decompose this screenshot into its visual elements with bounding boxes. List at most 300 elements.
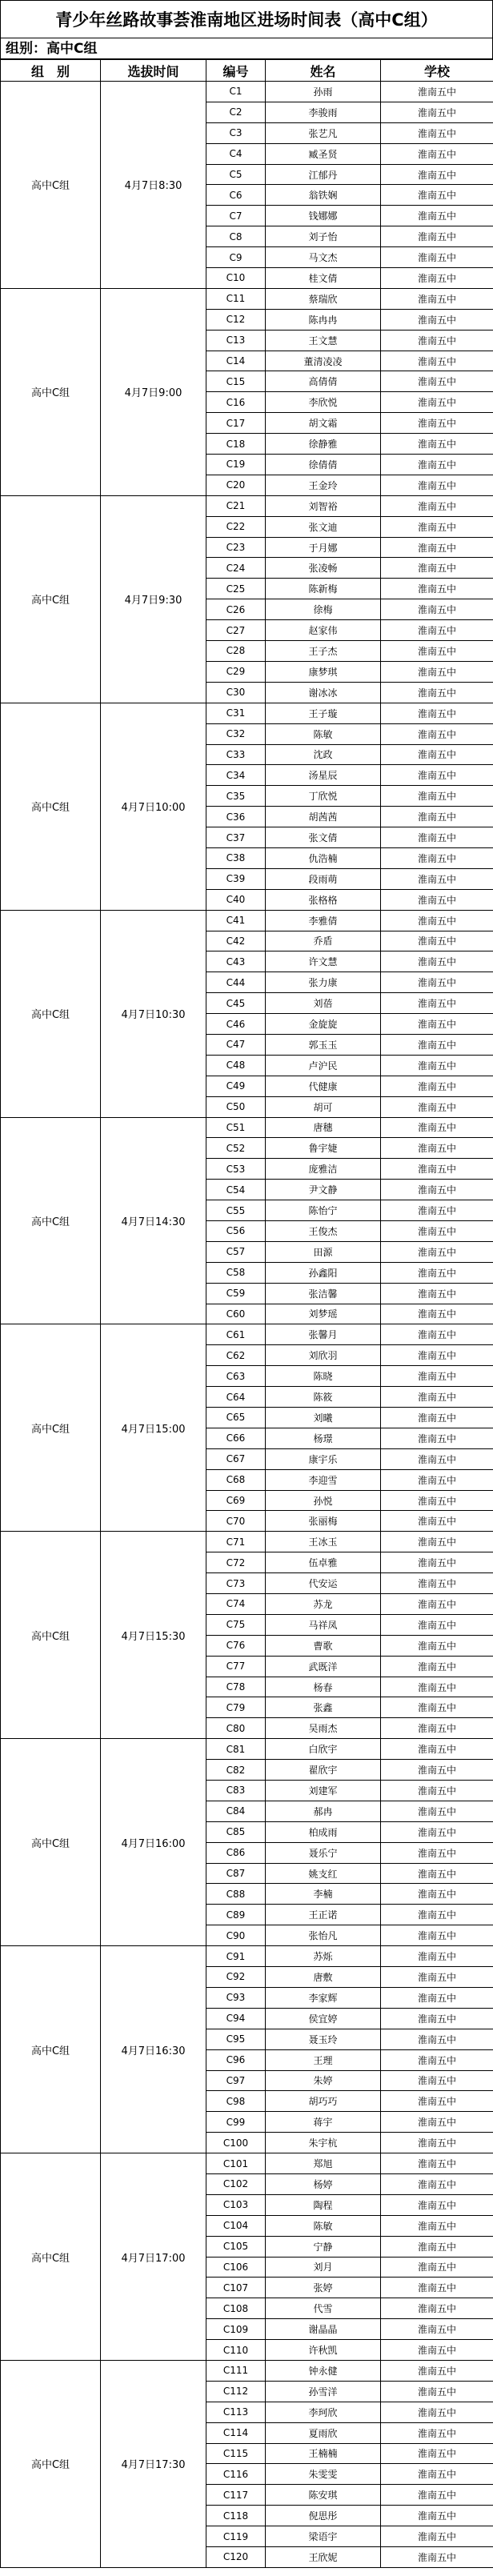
school-cell: 淮南五中 bbox=[381, 931, 493, 951]
id-cell: C110 bbox=[206, 2340, 266, 2361]
school-cell: 淮南五中 bbox=[381, 868, 493, 889]
school-cell: 淮南五中 bbox=[381, 1366, 493, 1387]
name-cell: 吴雨杰 bbox=[266, 1718, 381, 1739]
schedule-body bbox=[1, 82, 493, 2568]
school-cell: 淮南五中 bbox=[381, 1180, 493, 1200]
group-cell: 高中C组 bbox=[1, 495, 101, 703]
school-cell: 淮南五中 bbox=[381, 2029, 493, 2049]
id-cell: C23 bbox=[206, 537, 266, 558]
school-cell: 淮南五中 bbox=[381, 2153, 493, 2174]
name-cell: 陈敏 bbox=[266, 2215, 381, 2236]
id-cell: C25 bbox=[206, 579, 266, 599]
id-cell: C29 bbox=[206, 661, 266, 682]
school-cell: 淮南五中 bbox=[381, 82, 493, 102]
school-cell: 淮南五中 bbox=[381, 455, 493, 475]
name-cell: 王金玲 bbox=[266, 475, 381, 495]
school-cell: 淮南五中 bbox=[381, 1283, 493, 1304]
id-cell: C79 bbox=[206, 1697, 266, 1718]
id-cell: C91 bbox=[206, 1946, 266, 1967]
id-cell: C26 bbox=[206, 599, 266, 620]
id-cell: C21 bbox=[206, 495, 266, 516]
id-cell: C39 bbox=[206, 868, 266, 889]
id-cell: C101 bbox=[206, 2153, 266, 2174]
table-row bbox=[1, 910, 493, 931]
school-cell: 淮南五中 bbox=[381, 288, 493, 309]
name-cell: 钟永健 bbox=[266, 2360, 381, 2381]
time-cell: 4月7日10:00 bbox=[101, 703, 206, 910]
school-cell: 淮南五中 bbox=[381, 330, 493, 351]
school-cell: 淮南五中 bbox=[381, 1200, 493, 1221]
id-cell: C57 bbox=[206, 1241, 266, 1262]
name-cell: 庞雅洁 bbox=[266, 1159, 381, 1180]
school-cell: 淮南五中 bbox=[381, 1697, 493, 1718]
school-cell: 淮南五中 bbox=[381, 102, 493, 122]
school-cell: 淮南五中 bbox=[381, 1387, 493, 1408]
school-cell: 淮南五中 bbox=[381, 1594, 493, 1615]
id-cell: C56 bbox=[206, 1220, 266, 1241]
school-cell: 淮南五中 bbox=[381, 495, 493, 516]
name-cell: 陈冉冉 bbox=[266, 309, 381, 330]
school-cell: 淮南五中 bbox=[381, 1925, 493, 1946]
id-cell: C104 bbox=[206, 2215, 266, 2236]
id-cell: C103 bbox=[206, 2194, 266, 2215]
name-cell: 朱宇杭 bbox=[266, 2133, 381, 2153]
id-cell: C85 bbox=[206, 1821, 266, 1842]
school-cell: 淮南五中 bbox=[381, 1408, 493, 1428]
id-cell: C70 bbox=[206, 1511, 266, 1532]
school-cell: 淮南五中 bbox=[381, 1096, 493, 1117]
group-cell: 高中C组 bbox=[1, 910, 101, 1117]
school-cell: 淮南五中 bbox=[381, 434, 493, 455]
school-cell: 淮南五中 bbox=[381, 185, 493, 206]
school-cell: 淮南五中 bbox=[381, 2381, 493, 2402]
name-cell: 李珂欣 bbox=[266, 2402, 381, 2422]
name-cell: 陈安琪 bbox=[266, 2485, 381, 2506]
name-cell: 王子杰 bbox=[266, 641, 381, 662]
id-cell: C81 bbox=[206, 1739, 266, 1760]
school-cell: 淮南五中 bbox=[381, 1573, 493, 1594]
name-cell: 唐穗 bbox=[266, 1117, 381, 1138]
school-cell: 淮南五中 bbox=[381, 1987, 493, 2008]
id-cell: C109 bbox=[206, 2319, 266, 2340]
time-cell: 4月7日16:00 bbox=[101, 1739, 206, 1946]
school-cell: 淮南五中 bbox=[381, 1117, 493, 1138]
id-cell: C73 bbox=[206, 1573, 266, 1594]
school-cell: 淮南五中 bbox=[381, 1532, 493, 1552]
id-cell: C44 bbox=[206, 972, 266, 993]
group-cell: 高中C组 bbox=[1, 2360, 101, 2567]
school-cell: 淮南五中 bbox=[381, 1428, 493, 1448]
id-cell: C115 bbox=[206, 2443, 266, 2464]
id-cell: C55 bbox=[206, 1200, 266, 1221]
id-cell: C76 bbox=[206, 1635, 266, 1656]
id-cell: C20 bbox=[206, 475, 266, 495]
name-cell: 郑旭 bbox=[266, 2153, 381, 2174]
name-cell: 田源 bbox=[266, 1241, 381, 1262]
id-cell: C116 bbox=[206, 2464, 266, 2485]
school-cell: 淮南五中 bbox=[381, 2443, 493, 2464]
id-cell: C90 bbox=[206, 1925, 266, 1946]
school-cell: 淮南五中 bbox=[381, 744, 493, 765]
table-row bbox=[1, 495, 493, 516]
group-cell: 高中C组 bbox=[1, 1324, 101, 1532]
name-cell: 卢沪民 bbox=[266, 1055, 381, 1076]
time-cell: 4月7日9:30 bbox=[101, 495, 206, 703]
name-cell: 孙悦 bbox=[266, 1490, 381, 1511]
name-cell: 仇浩楠 bbox=[266, 847, 381, 868]
id-cell: C3 bbox=[206, 122, 266, 143]
id-cell: C5 bbox=[206, 164, 266, 185]
name-cell: 倪思彤 bbox=[266, 2506, 381, 2526]
name-cell: 江郁丹 bbox=[266, 164, 381, 185]
name-cell: 金旋旋 bbox=[266, 1014, 381, 1035]
id-cell: C88 bbox=[206, 1884, 266, 1905]
name-cell: 李雅倩 bbox=[266, 910, 381, 931]
group-cell: 高中C组 bbox=[1, 1739, 101, 1946]
name-cell: 刘蓓 bbox=[266, 993, 381, 1014]
name-cell: 徐倩倩 bbox=[266, 455, 381, 475]
school-cell: 淮南五中 bbox=[381, 1469, 493, 1490]
id-cell: C12 bbox=[206, 309, 266, 330]
name-cell: 梁语宇 bbox=[266, 2526, 381, 2547]
name-cell: 汤星辰 bbox=[266, 765, 381, 786]
school-cell: 淮南五中 bbox=[381, 1055, 493, 1076]
school-cell: 淮南五中 bbox=[381, 475, 493, 495]
group-cell: 高中C组 bbox=[1, 1532, 101, 1739]
header-id: 编号 bbox=[206, 60, 266, 82]
school-cell: 淮南五中 bbox=[381, 1159, 493, 1180]
id-cell: C6 bbox=[206, 185, 266, 206]
name-cell: 蒋宇 bbox=[266, 2112, 381, 2133]
group-cell: 高中C组 bbox=[1, 1117, 101, 1324]
name-cell: 徐静雅 bbox=[266, 434, 381, 455]
id-cell: C58 bbox=[206, 1262, 266, 1283]
school-cell: 淮南五中 bbox=[381, 1677, 493, 1697]
id-cell: C64 bbox=[206, 1387, 266, 1408]
name-cell: 王楠楠 bbox=[266, 2443, 381, 2464]
id-cell: C68 bbox=[206, 1469, 266, 1490]
table-row bbox=[1, 288, 493, 309]
school-cell: 淮南五中 bbox=[381, 620, 493, 641]
id-cell: C106 bbox=[206, 2257, 266, 2278]
name-cell: 刘欣羽 bbox=[266, 1345, 381, 1366]
time-cell: 4月7日17:00 bbox=[101, 2153, 206, 2361]
school-cell: 淮南五中 bbox=[381, 2133, 493, 2153]
school-cell: 淮南五中 bbox=[381, 1739, 493, 1760]
school-cell: 淮南五中 bbox=[381, 2215, 493, 2236]
school-cell: 淮南五中 bbox=[381, 1801, 493, 1821]
name-cell: 许秋凯 bbox=[266, 2340, 381, 2361]
time-cell: 4月7日17:30 bbox=[101, 2360, 206, 2567]
schedule-table bbox=[0, 59, 493, 2568]
name-cell: 胡可 bbox=[266, 1096, 381, 1117]
id-cell: C37 bbox=[206, 827, 266, 848]
name-cell: 王欣妮 bbox=[266, 2546, 381, 2567]
group-cell: 高中C组 bbox=[1, 2153, 101, 2361]
id-cell: C117 bbox=[206, 2485, 266, 2506]
id-cell: C63 bbox=[206, 1366, 266, 1387]
time-cell: 4月7日8:30 bbox=[101, 82, 206, 289]
id-cell: C65 bbox=[206, 1408, 266, 1428]
school-cell: 淮南五中 bbox=[381, 247, 493, 268]
id-cell: C82 bbox=[206, 1760, 266, 1781]
table-row bbox=[1, 703, 493, 723]
school-cell: 淮南五中 bbox=[381, 2008, 493, 2029]
id-cell: C48 bbox=[206, 1055, 266, 1076]
school-cell: 淮南五中 bbox=[381, 2091, 493, 2112]
name-cell: 张鑫 bbox=[266, 1697, 381, 1718]
id-cell: C98 bbox=[206, 2091, 266, 2112]
name-cell: 马祥凤 bbox=[266, 1614, 381, 1635]
name-cell: 李欣悦 bbox=[266, 392, 381, 413]
name-cell: 代安运 bbox=[266, 1573, 381, 1594]
name-cell: 朱婷 bbox=[266, 2070, 381, 2091]
school-cell: 淮南五中 bbox=[381, 2506, 493, 2526]
name-cell: 陶程 bbox=[266, 2194, 381, 2215]
name-cell: 康梦琪 bbox=[266, 661, 381, 682]
time-cell: 4月7日14:30 bbox=[101, 1117, 206, 1324]
id-cell: C95 bbox=[206, 2029, 266, 2049]
table-row bbox=[1, 1324, 493, 1345]
id-cell: C72 bbox=[206, 1552, 266, 1573]
id-cell: C27 bbox=[206, 620, 266, 641]
group-cell: 高中C组 bbox=[1, 1946, 101, 2153]
name-cell: 代雪 bbox=[266, 2298, 381, 2319]
school-cell: 淮南五中 bbox=[381, 972, 493, 993]
id-cell: C62 bbox=[206, 1345, 266, 1366]
id-cell: C18 bbox=[206, 434, 266, 455]
id-cell: C28 bbox=[206, 641, 266, 662]
name-cell: 翟欣宇 bbox=[266, 1760, 381, 1781]
id-cell: C114 bbox=[206, 2422, 266, 2443]
school-cell: 淮南五中 bbox=[381, 2278, 493, 2298]
school-cell: 淮南五中 bbox=[381, 2112, 493, 2133]
id-cell: C35 bbox=[206, 786, 266, 807]
name-cell: 张怡凡 bbox=[266, 1925, 381, 1946]
name-cell: 胡茜茜 bbox=[266, 807, 381, 827]
name-cell: 孙雪洋 bbox=[266, 2381, 381, 2402]
name-cell: 陈新梅 bbox=[266, 579, 381, 599]
name-cell: 尹文静 bbox=[266, 1180, 381, 1200]
id-cell: C59 bbox=[206, 1283, 266, 1304]
id-cell: C71 bbox=[206, 1532, 266, 1552]
table-row bbox=[1, 2153, 493, 2174]
name-cell: 段雨萌 bbox=[266, 868, 381, 889]
school-cell: 淮南五中 bbox=[381, 206, 493, 226]
school-cell: 淮南五中 bbox=[381, 1034, 493, 1055]
id-cell: C112 bbox=[206, 2381, 266, 2402]
school-cell: 淮南五中 bbox=[381, 226, 493, 247]
id-cell: C105 bbox=[206, 2236, 266, 2257]
id-cell: C33 bbox=[206, 744, 266, 765]
name-cell: 王冰玉 bbox=[266, 1532, 381, 1552]
id-cell: C38 bbox=[206, 847, 266, 868]
school-cell: 淮南五中 bbox=[381, 1076, 493, 1096]
school-cell: 淮南五中 bbox=[381, 2546, 493, 2567]
name-cell: 柏成雨 bbox=[266, 1821, 381, 1842]
name-cell: 苏龙 bbox=[266, 1594, 381, 1615]
school-cell: 淮南五中 bbox=[381, 786, 493, 807]
school-cell: 淮南五中 bbox=[381, 1863, 493, 1884]
name-cell: 张凌畅 bbox=[266, 558, 381, 579]
school-cell: 淮南五中 bbox=[381, 309, 493, 330]
school-cell: 淮南五中 bbox=[381, 2319, 493, 2340]
school-cell: 淮南五中 bbox=[381, 910, 493, 931]
school-cell: 淮南五中 bbox=[381, 2194, 493, 2215]
name-cell: 刘智裕 bbox=[266, 495, 381, 516]
name-cell: 王子璇 bbox=[266, 703, 381, 723]
school-cell: 淮南五中 bbox=[381, 164, 493, 185]
name-cell: 伍卓雅 bbox=[266, 1552, 381, 1573]
id-cell: C93 bbox=[206, 1987, 266, 2008]
name-cell: 白欣宇 bbox=[266, 1739, 381, 1760]
school-cell: 淮南五中 bbox=[381, 1821, 493, 1842]
school-cell: 淮南五中 bbox=[381, 351, 493, 371]
school-cell: 淮南五中 bbox=[381, 2070, 493, 2091]
group-cell: 高中C组 bbox=[1, 703, 101, 910]
id-cell: C41 bbox=[206, 910, 266, 931]
name-cell: 高倩倩 bbox=[266, 371, 381, 392]
id-cell: C10 bbox=[206, 268, 266, 289]
school-cell: 淮南五中 bbox=[381, 682, 493, 703]
id-cell: C113 bbox=[206, 2402, 266, 2422]
id-cell: C36 bbox=[206, 807, 266, 827]
id-cell: C17 bbox=[206, 413, 266, 434]
id-cell: C11 bbox=[206, 288, 266, 309]
school-cell: 淮南五中 bbox=[381, 1138, 493, 1159]
name-cell: 蔡瑞欣 bbox=[266, 288, 381, 309]
school-cell: 淮南五中 bbox=[381, 1760, 493, 1781]
id-cell: C75 bbox=[206, 1614, 266, 1635]
school-cell: 淮南五中 bbox=[381, 2360, 493, 2381]
id-cell: C74 bbox=[206, 1594, 266, 1615]
school-cell: 淮南五中 bbox=[381, 2464, 493, 2485]
school-cell: 淮南五中 bbox=[381, 765, 493, 786]
name-cell: 王正诺 bbox=[266, 1905, 381, 1925]
name-cell: 翁铁娴 bbox=[266, 185, 381, 206]
name-cell: 马文杰 bbox=[266, 247, 381, 268]
name-cell: 朱雯雯 bbox=[266, 2464, 381, 2485]
name-cell: 唐敷 bbox=[266, 1967, 381, 1988]
school-cell: 淮南五中 bbox=[381, 2298, 493, 2319]
school-cell: 淮南五中 bbox=[381, 413, 493, 434]
group-subtitle: 组别：高中C组 bbox=[0, 38, 493, 59]
school-cell: 淮南五中 bbox=[381, 1490, 493, 1511]
school-cell: 淮南五中 bbox=[381, 1220, 493, 1241]
school-cell: 淮南五中 bbox=[381, 1635, 493, 1656]
school-cell: 淮南五中 bbox=[381, 1241, 493, 1262]
table-row bbox=[1, 82, 493, 102]
time-cell: 4月7日10:30 bbox=[101, 910, 206, 1117]
name-cell: 张文迪 bbox=[266, 516, 381, 537]
name-cell: 钱娜娜 bbox=[266, 206, 381, 226]
name-cell: 徐梅 bbox=[266, 599, 381, 620]
school-cell: 淮南五中 bbox=[381, 1967, 493, 1988]
id-cell: C19 bbox=[206, 455, 266, 475]
group-cell: 高中C组 bbox=[1, 82, 101, 289]
time-cell: 4月7日16:30 bbox=[101, 1946, 206, 2153]
name-cell: 代健康 bbox=[266, 1076, 381, 1096]
id-cell: C118 bbox=[206, 2506, 266, 2526]
id-cell: C50 bbox=[206, 1096, 266, 1117]
id-cell: C9 bbox=[206, 247, 266, 268]
school-cell: 淮南五中 bbox=[381, 2526, 493, 2547]
school-cell: 淮南五中 bbox=[381, 599, 493, 620]
id-cell: C7 bbox=[206, 206, 266, 226]
school-cell: 淮南五中 bbox=[381, 516, 493, 537]
name-cell: 刘子怡 bbox=[266, 226, 381, 247]
id-cell: C22 bbox=[206, 516, 266, 537]
name-cell: 孙鑫阳 bbox=[266, 1262, 381, 1283]
id-cell: C53 bbox=[206, 1159, 266, 1180]
id-cell: C47 bbox=[206, 1034, 266, 1055]
name-cell: 许文慧 bbox=[266, 951, 381, 972]
header-time: 选拔时间 bbox=[101, 60, 206, 82]
name-cell: 陈敏 bbox=[266, 723, 381, 744]
school-cell: 淮南五中 bbox=[381, 1304, 493, 1324]
id-cell: C80 bbox=[206, 1718, 266, 1739]
id-cell: C52 bbox=[206, 1138, 266, 1159]
table-row bbox=[1, 1532, 493, 1552]
name-cell: 陈怡宁 bbox=[266, 1200, 381, 1221]
name-cell: 夏雨欣 bbox=[266, 2422, 381, 2443]
name-cell: 乔盾 bbox=[266, 931, 381, 951]
school-cell: 淮南五中 bbox=[381, 1511, 493, 1532]
header-row bbox=[1, 60, 493, 82]
name-cell: 苏烁 bbox=[266, 1946, 381, 1967]
id-cell: C30 bbox=[206, 682, 266, 703]
id-cell: C83 bbox=[206, 1781, 266, 1801]
name-cell: 张馨月 bbox=[266, 1324, 381, 1345]
school-cell: 淮南五中 bbox=[381, 122, 493, 143]
id-cell: C86 bbox=[206, 1842, 266, 1863]
name-cell: 于月娜 bbox=[266, 537, 381, 558]
school-cell: 淮南五中 bbox=[381, 641, 493, 662]
id-cell: C49 bbox=[206, 1076, 266, 1096]
id-cell: C78 bbox=[206, 1677, 266, 1697]
table-row bbox=[1, 2360, 493, 2381]
id-cell: C43 bbox=[206, 951, 266, 972]
school-cell: 淮南五中 bbox=[381, 703, 493, 723]
id-cell: C61 bbox=[206, 1324, 266, 1345]
id-cell: C16 bbox=[206, 392, 266, 413]
school-cell: 淮南五中 bbox=[381, 1324, 493, 1345]
id-cell: C89 bbox=[206, 1905, 266, 1925]
id-cell: C8 bbox=[206, 226, 266, 247]
time-cell: 4月7日9:00 bbox=[101, 288, 206, 495]
name-cell: 张文倩 bbox=[266, 827, 381, 848]
name-cell: 王俊杰 bbox=[266, 1220, 381, 1241]
school-cell: 淮南五中 bbox=[381, 1345, 493, 1366]
id-cell: C60 bbox=[206, 1304, 266, 1324]
id-cell: C120 bbox=[206, 2546, 266, 2567]
name-cell: 刘月 bbox=[266, 2257, 381, 2278]
id-cell: C40 bbox=[206, 889, 266, 910]
name-cell: 宁静 bbox=[266, 2236, 381, 2257]
id-cell: C13 bbox=[206, 330, 266, 351]
id-cell: C119 bbox=[206, 2526, 266, 2547]
header-group: 组 别 bbox=[1, 60, 101, 82]
school-cell: 淮南五中 bbox=[381, 392, 493, 413]
time-cell: 4月7日15:00 bbox=[101, 1324, 206, 1532]
school-cell: 淮南五中 bbox=[381, 1614, 493, 1635]
id-cell: C4 bbox=[206, 143, 266, 164]
school-cell: 淮南五中 bbox=[381, 537, 493, 558]
id-cell: C51 bbox=[206, 1117, 266, 1138]
id-cell: C34 bbox=[206, 765, 266, 786]
id-cell: C45 bbox=[206, 993, 266, 1014]
name-cell: 鲁宇婕 bbox=[266, 1138, 381, 1159]
